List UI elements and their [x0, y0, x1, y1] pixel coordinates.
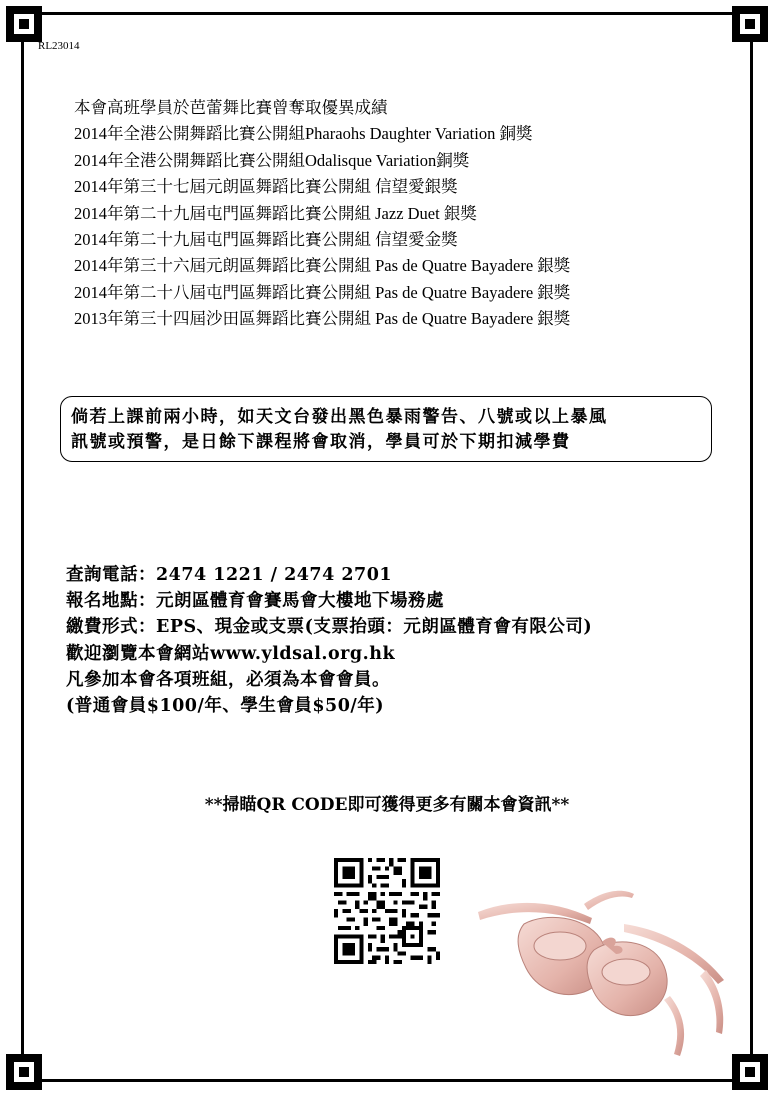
frame-left-line: [21, 36, 24, 1060]
awards-list: [74, 95, 570, 333]
award-item: 2014年第二十八屆屯門區舞蹈比賽公開組 Pas de Quatre Bayadere 銀獎: [74, 282, 571, 302]
frame-corner-bottom-right: [732, 1054, 768, 1090]
info-phone: 查詢電話：2474 1221 / 2474 2701: [66, 565, 393, 585]
frame-right-line: [750, 36, 753, 1060]
award-item: 2014年第三十六屆元朗區舞蹈比賽公開組 Pas de Quatre Bayadere 銀獎: [74, 256, 571, 276]
ballet-shoes-illustration: [474, 884, 734, 1064]
qr-caption: **掃瞄QR CODE即可獲得更多有關本會資訊**: [204, 795, 570, 815]
weather-notice-box: [60, 396, 712, 462]
info-membership: 凡參加本會各項班組，必須為本會會員。: [66, 669, 390, 690]
info-payment: 繳費形式：EPS、現金或支票(支票抬頭：元朗區體育會有限公司): [66, 617, 593, 638]
awards-heading: 本會高班學員於芭蕾舞比賽曾奪取優異成績: [74, 98, 388, 117]
info-location: 報名地點：元朗區體育會賽馬會大樓地下場務處: [66, 591, 444, 612]
award-item: 2014年第二十九屆屯門區舞蹈比賽公開組 信望愛金獎: [74, 230, 458, 250]
frame-corner-bottom-left: [6, 1054, 42, 1090]
qr-code-image[interactable]: [334, 858, 440, 964]
award-item: 2014年全港公開舞蹈比賽公開組Pharaohs Daughter Variation 銅獎: [74, 124, 533, 144]
award-item: 2014年第二十九屆屯門區舞蹈比賽公開組 Jazz Duet 銀獎: [74, 203, 477, 223]
notice-line: 倘若上課前兩小時，如天文台發出黑色暴雨警告、八號或以上暴風: [71, 407, 608, 427]
info-fees: (普通會員$100/年、學生會員$50/年): [66, 696, 385, 717]
frame-corner-top-right: [732, 6, 768, 42]
document-code: RL23014: [38, 40, 80, 52]
award-item: 2014年第三十七屆元朗區舞蹈比賽公開組 信望愛銀獎: [74, 177, 458, 197]
frame-bottom-line: [36, 1079, 738, 1082]
frame-top-line: [36, 12, 738, 15]
contact-info: [66, 562, 592, 719]
notice-line: 訊號或預警，是日餘下課程將會取消，學員可於下期扣減學費: [71, 432, 571, 452]
info-website[interactable]: 歡迎瀏覽本會網站www.yldsal.org.hk: [66, 643, 396, 664]
award-item: 2013年第三十四屆沙田區舞蹈比賽公開組 Pas de Quatre Bayadere 銀獎: [74, 309, 571, 329]
frame-corner-top-left: [6, 6, 42, 42]
award-item: 2014年全港公開舞蹈比賽公開組Odalisque Variation銅獎: [74, 150, 470, 170]
